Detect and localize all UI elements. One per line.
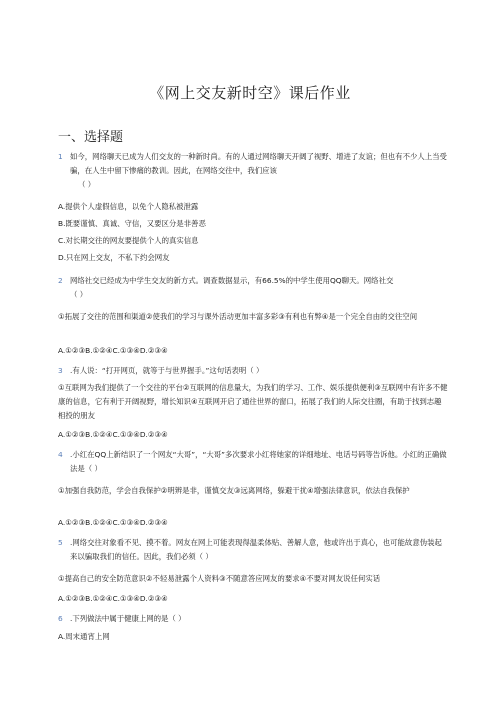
question-6	[58, 612, 448, 626]
question-2-stem	[58, 274, 448, 288]
question-4-options: A.①②③B.①②④C.①③④D.②③④	[58, 518, 168, 527]
question-1-stem	[58, 150, 448, 178]
option-b: B.既要谨慎、真诚、守信，又要区分是非善恶	[58, 219, 206, 228]
question-text: .下列做法中属于健康上网的是（ ）	[70, 614, 186, 623]
question-4-detail: ①加强自我防范，学会自我保护②明辨是非，谨慎交友③远离网络，躲避干扰④增强法律意识，依法自我保护	[58, 486, 410, 495]
question-number: 3	[58, 366, 63, 375]
question-number: 2	[58, 276, 63, 285]
question-5-stem	[58, 536, 448, 564]
question-2-options: A.①②③B.①②④C.①③④D.②③④	[58, 346, 168, 355]
question-1	[58, 150, 448, 192]
question-5-options: A.①②③B.①②④C.①③④D.②③④	[58, 594, 168, 603]
question-text: .有人说：“打开网页，就等于与世界握手。”这句话表明（ ）	[70, 366, 264, 375]
question-number: 4	[58, 450, 63, 459]
page-title: 《网上交友新时空》课后作业	[149, 84, 351, 102]
question-4-stem	[58, 448, 448, 476]
question-2	[58, 274, 448, 302]
question-6-stem	[58, 612, 448, 626]
question-5	[58, 536, 448, 564]
option-d: D.只在网上交友，不私下约会网友	[58, 253, 170, 262]
question-5-detail: ①提高自己的安全防范意识②不轻易泄露个人资料③不随意答应网友的要求④不要对网友说任何实话	[58, 574, 381, 583]
question-text: .网络交往对象看不见、摸不着。网友在网上可能表现得温柔体贴、善解人意，他或许出于真心，也可能故意伪装起来以骗取我们的信任。因此，我们必须（ ）	[70, 538, 442, 561]
question-3-stem	[58, 364, 448, 378]
answer-bracket: （ ）	[78, 180, 96, 189]
question-3-options: A.①②③B.①②④C.①③④D.②③④	[58, 430, 168, 439]
question-number: 6	[58, 614, 63, 623]
question-text: .小红在QQ上新结识了一个网友“大哥”，“大哥”多次要求小红将她家的详细地址、电话号码等告诉他。小红的正确做法是（ ）	[70, 450, 447, 473]
question-6-option-a: A.周末通宵上网	[58, 632, 110, 641]
question-3	[58, 364, 448, 378]
option-c: C.对长期交往的网友要提供个人的真实信息	[58, 236, 199, 245]
section-heading: 一、选择题	[58, 130, 124, 145]
question-2-detail: ①拓展了交往的范围和渠道②使我们的学习与课外活动更加丰富多彩③有利也有弊④是一个完全自由的交往空间	[58, 312, 418, 321]
question-1-options	[58, 200, 448, 265]
question-4	[58, 448, 448, 476]
question-text: 如今，网络聊天已成为人们交友的一种新时尚。有的人通过网络聊天开阔了视野、增进了友谊；但也有不少人上当受骗，在人生中留下惨痛的教训。因此，在网络交往中，我们应该	[70, 152, 447, 175]
option-a: A.提供个人虚假信息，以免个人隐私被泄露	[58, 202, 199, 211]
question-3-detail: ①互联网为我们提供了一个交往的平台②互联网的信息量大，为我们的学习、工作、娱乐提供便利③互联网中有许多不健康的信息，它有利于开阔视野，增长知识④互联网开启了通往世界的窗口，拓展了我们的人际交往圈，有助于找到志趣相投的朋友	[58, 383, 448, 420]
question-text: 网络社交已经成为中学生交友的新方式。调查数据显示，有66.5%的中学生使用QQ聊天。网络社交	[70, 276, 394, 285]
question-number: 5	[58, 538, 63, 547]
answer-bracket: （ ）	[70, 290, 88, 299]
question-number: 1	[58, 152, 63, 161]
